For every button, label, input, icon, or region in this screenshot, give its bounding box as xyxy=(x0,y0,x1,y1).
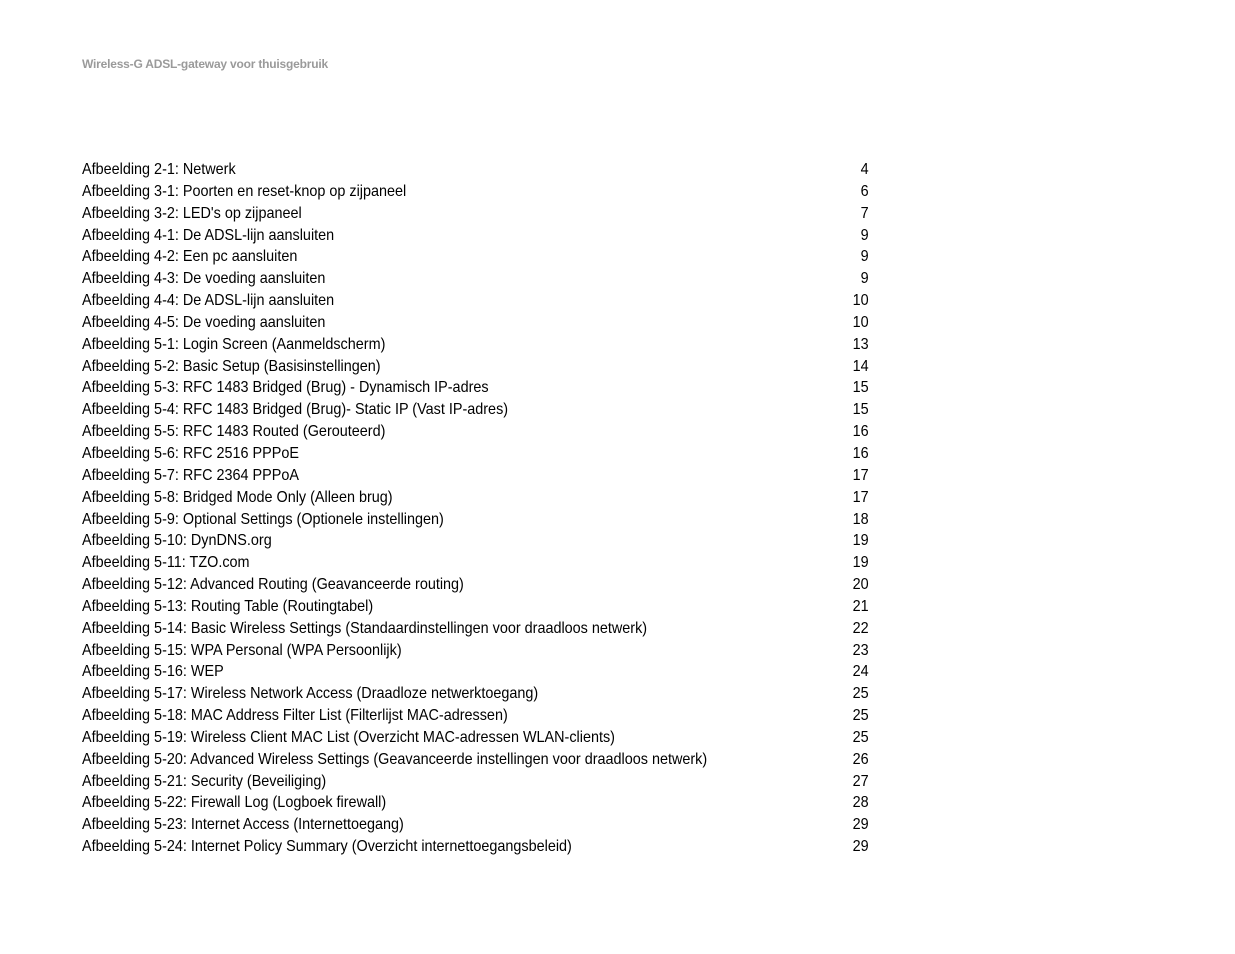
figure-list-item[interactable] xyxy=(82,465,869,487)
page-number: 19 xyxy=(852,532,869,550)
page-number: 18 xyxy=(852,510,869,528)
figure-title: Afbeelding 5-11: TZO.com xyxy=(82,554,250,572)
figure-list-item[interactable] xyxy=(82,618,869,640)
page-number: 22 xyxy=(852,619,869,637)
page-number: 20 xyxy=(852,576,869,594)
figure-list-item[interactable] xyxy=(82,771,869,793)
figure-title: Afbeelding 5-1: Login Screen (Aanmeldscherm) xyxy=(82,335,386,353)
page-number: 9 xyxy=(860,226,869,244)
figure-title: Afbeelding 5-2: Basic Setup (Basisinstellingen) xyxy=(82,357,381,375)
figure-list-item[interactable] xyxy=(82,312,869,334)
figure-list-item[interactable] xyxy=(82,268,869,290)
figure-title: Afbeelding 5-7: RFC 2364 PPPoA xyxy=(82,466,299,484)
figure-list-item[interactable] xyxy=(82,509,869,531)
figure-list-item[interactable] xyxy=(82,487,869,509)
figure-list xyxy=(82,159,869,858)
page-number: 6 xyxy=(860,182,869,200)
figure-title: Afbeelding 5-20: Advanced Wireless Settings (Geavanceerde instellingen voor draadloos netwerk) xyxy=(82,750,708,768)
figure-title: Afbeelding 5-18: MAC Address Filter List (Filterlijst MAC-adressen) xyxy=(82,707,508,725)
figure-list-item[interactable] xyxy=(82,443,869,465)
figure-list-item[interactable] xyxy=(82,836,869,858)
figure-list-item[interactable] xyxy=(82,814,869,836)
page-number: 17 xyxy=(852,466,869,484)
figure-list-item[interactable] xyxy=(82,705,869,727)
figure-title: Afbeelding 4-5: De voeding aansluiten xyxy=(82,313,326,331)
figure-list-item[interactable] xyxy=(82,290,869,312)
figure-list-item[interactable] xyxy=(82,334,869,356)
figure-list-item[interactable] xyxy=(82,552,869,574)
figure-title: Afbeelding 5-10: DynDNS.org xyxy=(82,532,272,550)
page-number: 17 xyxy=(852,488,869,506)
figure-list-item[interactable] xyxy=(82,574,869,596)
page-number: 23 xyxy=(852,641,869,659)
figure-title: Afbeelding 5-19: Wireless Client MAC List (Overzicht MAC-adressen WLAN-clients) xyxy=(82,728,615,746)
figure-list-item[interactable] xyxy=(82,792,869,814)
figure-title: Afbeelding 5-5: RFC 1483 Routed (Gerouteerd) xyxy=(82,423,386,441)
figure-list-item[interactable] xyxy=(82,640,869,662)
figure-list-item[interactable] xyxy=(82,421,869,443)
page-number: 27 xyxy=(852,772,869,790)
figure-list-item[interactable] xyxy=(82,377,869,399)
figure-list-item[interactable] xyxy=(82,181,869,203)
figure-title: Afbeelding 4-2: Een pc aansluiten xyxy=(82,248,298,266)
figure-list-item[interactable] xyxy=(82,246,869,268)
figure-title: Afbeelding 5-23: Internet Access (Internettoegang) xyxy=(82,816,404,834)
figure-list-item[interactable] xyxy=(82,749,869,771)
document-header-title: Wireless-G ADSL-gateway voor thuisgebruik xyxy=(82,57,328,71)
figure-list-item[interactable] xyxy=(82,596,869,618)
page-number: 26 xyxy=(852,750,869,768)
page-number: 24 xyxy=(852,663,869,681)
figure-title: Afbeelding 5-9: Optional Settings (Optionele instellingen) xyxy=(82,510,444,528)
figure-list-item[interactable] xyxy=(82,530,869,552)
page-number: 10 xyxy=(852,313,869,331)
figure-title: Afbeelding 5-14: Basic Wireless Settings (Standaardinstellingen voor draadloos netwerk) xyxy=(82,619,648,637)
figure-title: Afbeelding 4-1: De ADSL-lijn aansluiten xyxy=(82,226,335,244)
figure-list-item[interactable] xyxy=(82,727,869,749)
figure-title: Afbeelding 5-6: RFC 2516 PPPoE xyxy=(82,444,299,462)
figure-title: Afbeelding 5-8: Bridged Mode Only (Alleen brug) xyxy=(82,488,393,506)
figure-list-item[interactable] xyxy=(82,683,869,705)
figure-title: Afbeelding 5-21: Security (Beveiliging) xyxy=(82,772,327,790)
figure-list-item[interactable] xyxy=(82,661,869,683)
page-number: 16 xyxy=(852,423,869,441)
page-number: 19 xyxy=(852,554,869,572)
page-number: 25 xyxy=(852,685,869,703)
figure-list-item[interactable] xyxy=(82,356,869,378)
page-number: 21 xyxy=(852,597,869,615)
figure-title: Afbeelding 3-1: Poorten en reset-knop op zijpaneel xyxy=(82,182,407,200)
figure-title: Afbeelding 5-4: RFC 1483 Bridged (Brug)- Static IP (Vast IP-adres) xyxy=(82,401,509,419)
figure-list-item[interactable] xyxy=(82,225,869,247)
page-number: 14 xyxy=(852,357,869,375)
page-number: 16 xyxy=(852,444,869,462)
page-number: 29 xyxy=(852,816,869,834)
page-number: 9 xyxy=(860,270,869,288)
figure-list-item[interactable] xyxy=(82,203,869,225)
figure-title: Afbeelding 5-12: Advanced Routing (Geavanceerde routing) xyxy=(82,576,464,594)
page-number: 29 xyxy=(852,838,869,856)
figure-title: Afbeelding 4-3: De voeding aansluiten xyxy=(82,270,326,288)
page-number: 10 xyxy=(852,292,869,310)
figure-list-item[interactable] xyxy=(82,399,869,421)
figure-title: Afbeelding 5-3: RFC 1483 Bridged (Brug) - Dynamisch IP-adres xyxy=(82,379,489,397)
page-number: 25 xyxy=(852,707,869,725)
page-number: 7 xyxy=(860,204,869,222)
page-number: 25 xyxy=(852,728,869,746)
page-number: 28 xyxy=(852,794,869,812)
page-number: 4 xyxy=(860,161,869,178)
figure-title: Afbeelding 3-2: LED's op zijpaneel xyxy=(82,204,302,222)
page-number: 13 xyxy=(852,335,869,353)
figure-title: Afbeelding 5-13: Routing Table (Routingtabel) xyxy=(82,597,374,615)
page-number: 15 xyxy=(852,401,869,419)
figure-title: Afbeelding 5-22: Firewall Log (Logboek firewall) xyxy=(82,794,387,812)
figure-title: Afbeelding 2-1: Netwerk xyxy=(82,161,236,178)
figure-title: Afbeelding 5-16: WEP xyxy=(82,663,224,681)
figure-title: Afbeelding 5-17: Wireless Network Access (Draadloze netwerktoegang) xyxy=(82,685,539,703)
figure-list-item[interactable] xyxy=(82,159,869,181)
page-number: 9 xyxy=(860,248,869,266)
figure-title: Afbeelding 5-15: WPA Personal (WPA Persoonlijk) xyxy=(82,641,402,659)
figure-title: Afbeelding 4-4: De ADSL-lijn aansluiten xyxy=(82,292,335,310)
figure-title: Afbeelding 5-24: Internet Policy Summary (Overzicht internettoegangsbeleid) xyxy=(82,838,572,856)
page-number: 15 xyxy=(852,379,869,397)
